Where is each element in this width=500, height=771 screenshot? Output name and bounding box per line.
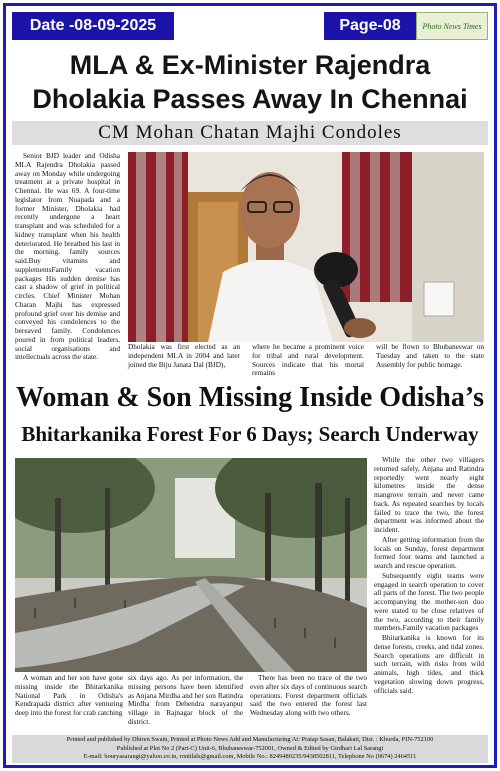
story2-headline-line1: Woman & Son Missing Inside Odisha’s (15, 382, 485, 413)
date-badge: Date -08-09-2025 (12, 12, 174, 40)
story1-headline-line2: Dholakia Passes Away In Chennai (32, 84, 468, 114)
story1-subhead: CM Mohan Chatan Majhi Condoles (12, 121, 488, 145)
story2-bottom-col1: A woman and her son have gone missing inside the Bhitarkanika National Park in Odisha's Kendrapada district after venturing deep into the forest for crab catching (15, 673, 123, 717)
story1-body-col4: will be flown to Bhubaneswar on Tuesday and taken to the state Assembly for public homage. (376, 342, 484, 369)
story2-bottom-col2: six days ago. As per information, the missing persons have been identified as Anjana Mirdha and her son Ratindra Mirdha from Debendra narayanpur village in Rajnagar block of the district. (128, 673, 243, 726)
footer-line2: Published at Plot No 2 (Part-C) Unit-6, Bhubaneswar-752001, Owned & Edited by Girdhari Lal Sarangi (116, 744, 384, 752)
story1-photo (128, 152, 484, 342)
story2-bottom-col3: There has been no trace of the two even after six days of continuous search operations. Forest department officials said the two entered the forest last Wednesday along with two others. (250, 673, 367, 717)
page-number-badge: Page-08 (324, 12, 416, 40)
story2-right-paragraph: Bhitarkanika is known for its dense forests, creeks, and tidal zones. Search operations are difficult in such terrain, with risks from wild animals, high tides, and thick vegetation slowing down progress, officials said. (374, 633, 484, 695)
newspaper-logo (416, 12, 488, 40)
story2-headline-line2: Bhitarkanika Forest For 6 Days; Search Underway (21, 422, 479, 446)
portrait-photo-illustration (128, 152, 484, 342)
footer-line3: E-mail: bouryasarangi@yahoo.co.in, ronitlals@gmail.com, Mobile No.: 8249480235/9438502811, Telephone No (0674) 2464511 (83, 753, 417, 761)
story2-photo (15, 458, 367, 672)
imprint-footer (12, 735, 488, 763)
story2-right-column (374, 456, 484, 732)
story2-right-paragraph: Subsequently eight teams were engaged in search operation to cover all parts of the forest. The two people accompanying the mother-son duo were stated to be close relatives of the two, according to their family members.Family vacation packages (374, 570, 484, 633)
masthead (12, 12, 488, 42)
footer-line1: Printed and published by Dhiren Swain, Printed at Photo News Add and Manufacturing At: Pratap Sasan, Balakati, Dist. : Khurda, PIN-752100 (66, 736, 434, 743)
mangrove-forest-illustration (15, 458, 367, 672)
story1-headline-line1: MLA & Ex-Minister Rajendra (69, 50, 431, 80)
story2-right-paragraph: While the other two villagers returned safely, Anjana and Ratindra reportedly went nearly eight kilometres inside the dense mangrove terrain and never came back. As repeated searches by locals failed to trace the two, the forest department was informed about the incident. (374, 455, 484, 534)
story1-body-col3: where he became a prominent voice for tribal and rural development. Sources indicate that his mortal remains (252, 342, 364, 378)
logo-text: Photo News Times (422, 21, 482, 31)
story1-body-col1: Senior BJD leader and Odisha MLA Rajendra Dholakia passed away on Monday while undergoing treatment at a private hospital in Chennai. He was 69. A four-time legislator from Nuapada and a former Minister, Dholakia had recently undergone a heart transplant and was scheduled for a kidney transplant when his health deteriorated. He breathed his last in the morning, family sources said.Buy vitamins and supplementsFamily vacation packages His sudden demise has cast a shadow of grief in political circles. Chief Minister Mohan Charan Majhi has expressed profound grief over his demise and conveyed his condolences to the bereaved family. Condolences poured in from political leaders, social organisations and intellectuals across the state. (15, 151, 120, 362)
story1-headline (12, 48, 488, 116)
story2-right-paragraph: After getting information from the locals on Sunday, forest department formed four teams and launched a search and rescue operation. (374, 534, 484, 570)
story1-body-col2: Dholakia was first elected as an independent MLA in 2004 and later joined the Biju Janata Dal (BJD), (128, 342, 240, 369)
